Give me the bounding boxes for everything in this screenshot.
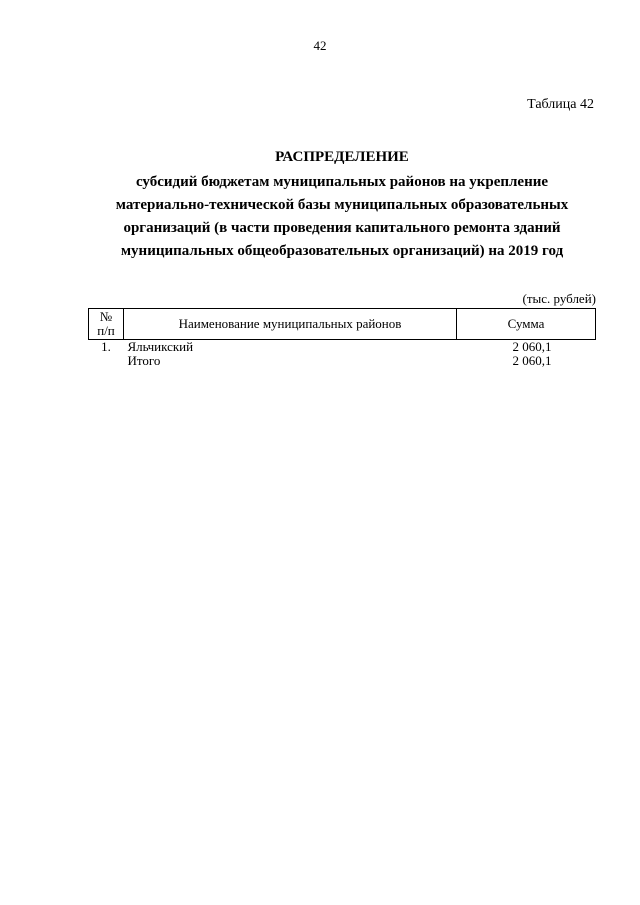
header-number: [89, 309, 124, 340]
total-sum: 2 060,1: [512, 353, 552, 368]
total-label: Итого: [127, 353, 161, 368]
subtitle-line-3: организаций (в части проведения капитального ремонта зданий: [123, 220, 561, 236]
page-number: 42: [313, 38, 327, 53]
table-label: Таблица 42: [527, 97, 594, 112]
table-header-row: [89, 309, 596, 340]
header-district-name: Наименование муниципальных районов: [124, 309, 457, 340]
distribution-table: [88, 308, 596, 368]
header-number-line1: №: [99, 309, 113, 324]
row-number: 1.: [101, 339, 111, 354]
total-row: [89, 354, 596, 368]
header-sum: Сумма: [457, 309, 596, 340]
document-subtitle: [88, 171, 596, 263]
table-row: [89, 340, 596, 355]
subtitle-line-4: муниципальных общеобразовательных организаций) на 2019 год: [120, 243, 564, 259]
header-number-line2: п/п: [97, 323, 115, 338]
row-district-name: Яльчикский: [127, 339, 194, 354]
row-sum: 2 060,1: [512, 339, 552, 354]
subtitle-line-1: субсидий бюджетам муниципальных районов на укрепление: [135, 174, 549, 190]
document-title: РАСПРЕДЕЛЕНИЕ: [275, 149, 409, 165]
subtitle-line-2: материально-технической базы муниципальных образовательных: [115, 197, 569, 213]
units-label: (тыс. рублей): [522, 291, 596, 306]
total-number-cell: [89, 354, 124, 368]
title-block: [88, 147, 596, 263]
